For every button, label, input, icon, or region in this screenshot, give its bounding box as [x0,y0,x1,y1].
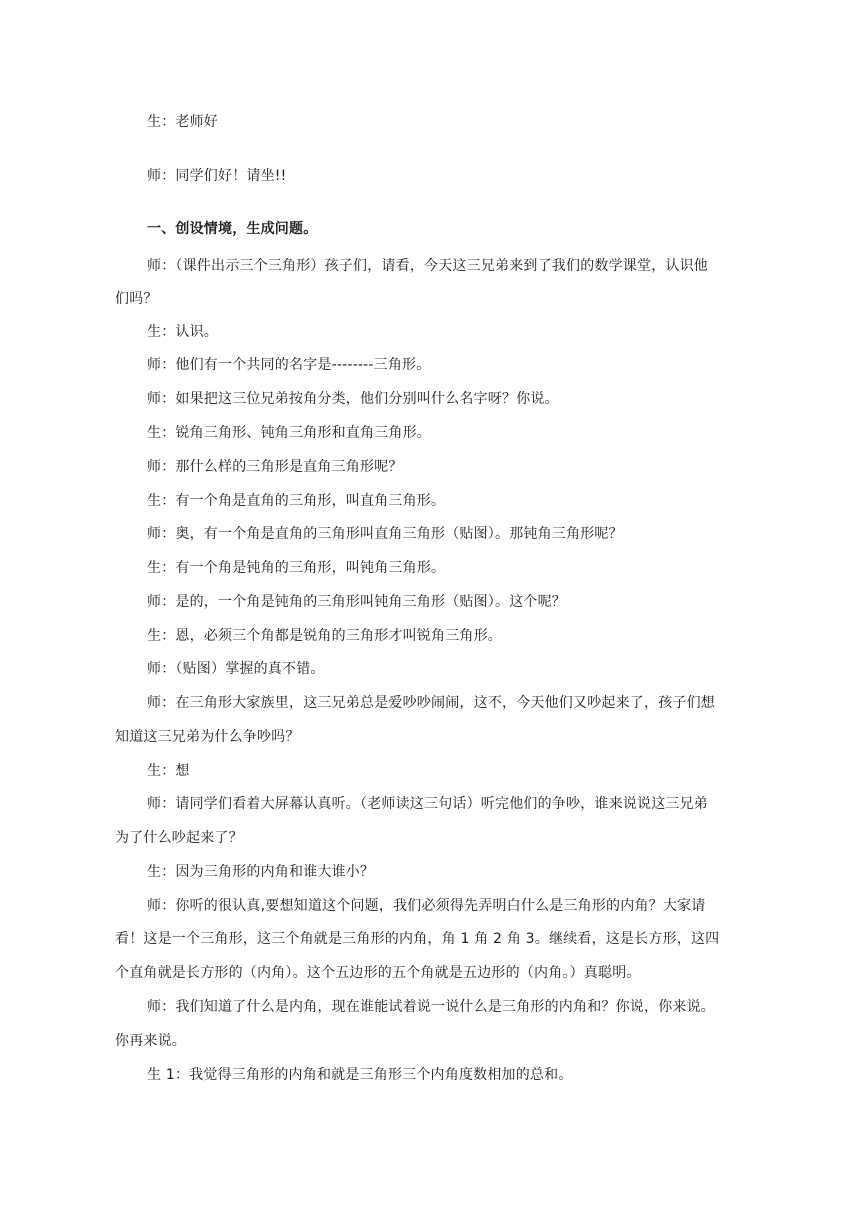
section-heading: 一、创设情境，生成问题。 [147,221,318,237]
dialogue-line: 师：在三角形大家族里，这三兄弟总是爱吵吵闹闹，这不，今天他们又吵起来了，孩子们想 [147,695,715,711]
dialogue-line: 师：如果把这三位兄弟按角分类，他们分别叫什么名字呀？你说。 [147,391,559,407]
dialogue-line: 生：锐角三角形、钝角三角形和直角三角形。 [147,425,431,441]
dialogue-line: 生：有一个角是直角的三角形，叫直角三角形。 [147,493,446,509]
dialogue-line-continuation: 们吗？ [115,291,158,307]
dialogue-line-continuation: 看！这是一个三角形，这三个角就是三角形的内角，角 1 角 2 角 3。继续看，这是长方形，这四 [115,931,720,947]
dialogue-line-continuation: 个直角就是长方形的（内角）。这个五边形的五个角就是五边形的（内角。）真聪明。 [115,965,641,981]
dialogue-line: 生：想 [147,763,190,779]
dialogue-line-continuation: 你再来说。 [115,1033,186,1049]
dialogue-line: 师：同学们好！请坐!! [147,168,287,184]
dialogue-line: 生：有一个角是钝角的三角形，叫钝角三角形。 [147,560,446,576]
dialogue-line: 师：他们有一个共同的名字是--------三角形。 [147,357,431,373]
dialogue-line: 生：因为三角形的内角和谁大谁小？ [147,864,375,880]
dialogue-line: 生：认识。 [147,324,218,340]
dialogue-line: 生：恩，必须三个角都是锐角的三角形才叫锐角三角形。 [147,628,502,644]
dialogue-line: 师：我们知道了什么是内角，现在谁能试着说一说什么是三角形的内角和？你说，你来说。 [147,999,715,1015]
dialogue-line: 师：（贴图）掌握的真不错。 [147,661,325,677]
dialogue-line: 师：你听的很认真,要想知道这个问题，我们必须得先弄明白什么是三角形的内角？大家请 [147,898,706,914]
dialogue-line: 师：请同学们看着大屏幕认真听。（老师读这三句话）听完他们的争吵，谁来说说这三兄弟 [147,796,708,812]
dialogue-line-continuation: 为了什么吵起来了？ [115,830,243,846]
dialogue-line-continuation: 知道这三兄弟为什么争吵吗？ [115,729,300,745]
dialogue-line: 师：（课件出示三个三角形）孩子们，请看，今天这三兄弟来到了我们的数学课堂，认识他 [147,258,708,274]
dialogue-line: 师：奥，有一个角是直角的三角形叫直角三角形（贴图）。那钝角三角形呢？ [147,526,623,542]
dialogue-line: 生 1：我觉得三角形的内角和就是三角形三个内角度数相加的总和。 [147,1067,573,1083]
dialogue-line: 生：老师好 [147,114,218,130]
dialogue-line: 师：那什么样的三角形是直角三角形呢？ [147,459,403,475]
dialogue-line: 师：是的，一个角是钝角的三角形叫钝角三角形（贴图）。这个呢？ [147,594,566,610]
